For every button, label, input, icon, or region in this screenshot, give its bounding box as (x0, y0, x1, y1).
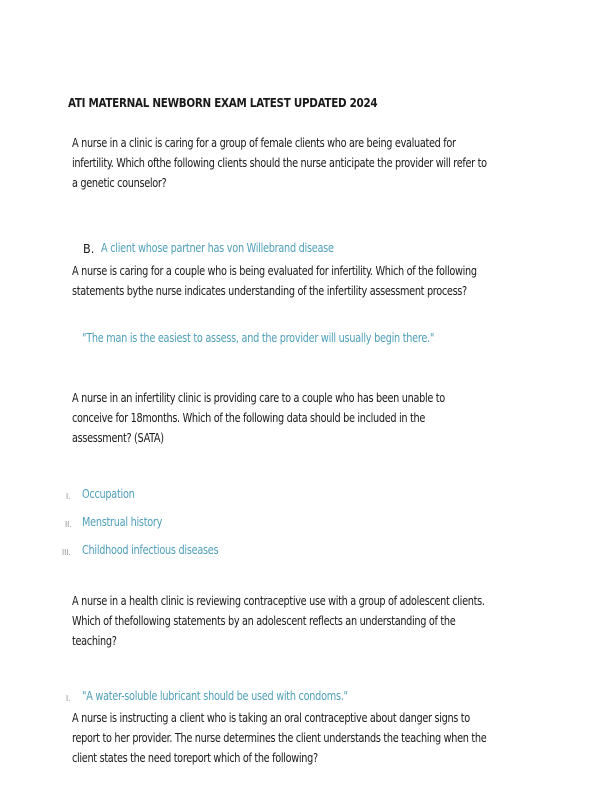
question-3-line-2: conceive for 18months. Which of the following data should be included in the (72, 411, 426, 425)
list-marker: II. (65, 520, 72, 529)
question-3-line-1: A nurse in an infertility clinic is providing care to a couple who has been unable to (72, 391, 445, 405)
question-1-answer: A client whose partner has von Willebrand disease (101, 241, 334, 255)
question-2-line-2: statements bythe nurse indicates understanding of the infertility assessment process? (72, 284, 467, 298)
question-2-line-1: A nurse is caring for a couple who is being evaluated for infertility. Which of the following (72, 264, 477, 278)
question-1-line-3: a genetic counselor? (72, 176, 167, 190)
question-5-line-2: report to her provider. The nurse determines the client understands the teaching when the (72, 731, 487, 745)
list-marker: I. (66, 492, 71, 501)
question-1-line-1: A nurse in a clinic is caring for a group of female clients who are being evaluated for (72, 136, 456, 150)
question-5-line-3: client states the need toreport which of the following? (72, 751, 318, 765)
question-1-line-2: infertility. Which ofthe following clients should the nurse anticipate the provider will refer to (72, 156, 487, 170)
question-4-answer: "A water-soluble lubricant should be used with condoms." (82, 689, 348, 703)
question-3-line-3: assessment? (SATA) (72, 431, 164, 445)
question-3-answer-2: Menstrual history (82, 515, 163, 529)
question-4-line-3: teaching? (72, 634, 117, 648)
list-marker: III. (62, 548, 71, 557)
question-2-answer: "The man is the easiest to assess, and the provider will usually begin there." (82, 331, 435, 345)
question-5-line-1: A nurse is instructing a client who is taking an oral contraceptive about danger signs to (72, 711, 470, 725)
answer-marker: B. (83, 241, 95, 256)
question-3-answer-1: Occupation (82, 487, 135, 501)
question-3-answer-3: Childhood infectious diseases (82, 543, 219, 557)
document-title: ATI MATERNAL NEWBORN EXAM LATEST UPDATED 2024 (68, 95, 378, 110)
question-4-line-1: A nurse in a health clinic is reviewing contraceptive use with a group of adolescent clients. (72, 594, 485, 608)
list-marker: I. (66, 694, 71, 703)
question-4-line-2: Which of thefollowing statements by an adolescent reflects an understanding of the (72, 614, 456, 628)
